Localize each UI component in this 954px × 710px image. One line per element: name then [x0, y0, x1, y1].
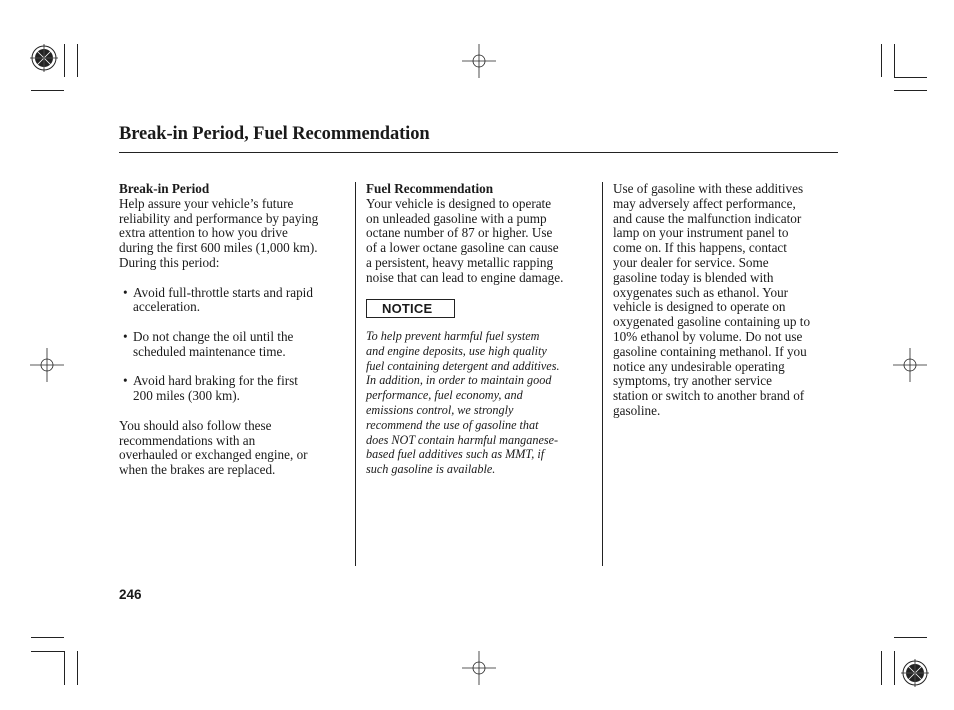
- bullet-icon: •: [123, 328, 128, 344]
- additives-line: come on. If this happens, contact: [613, 240, 787, 256]
- notice-line: emissions control, we strongly: [366, 402, 514, 417]
- bullet-line: 200 miles (300 km).: [133, 388, 240, 404]
- crop-mark: [881, 44, 882, 77]
- break-in-column: [119, 182, 349, 478]
- crop-mark: [77, 651, 78, 685]
- bullet-item: [119, 286, 349, 316]
- fuel-intro-line: octane number of 87 or higher. Use: [366, 225, 553, 241]
- break-in-closing-line: recommendations with an: [119, 432, 256, 448]
- crop-mark: [894, 637, 927, 638]
- crop-mark: [77, 44, 78, 77]
- additives-line: gasoline containing methanol. If you: [613, 343, 807, 359]
- additives-line: 10% ethanol by volume. Do not use: [613, 328, 803, 344]
- additives-line: gasoline today is blended with: [613, 269, 774, 285]
- additives-line: and cause the malfunction indicator: [613, 210, 802, 226]
- break-in-intro-line: reliability and performance by paying: [119, 210, 319, 226]
- crop-mark: [894, 651, 895, 685]
- fuel-heading: Fuel Recommendation: [366, 181, 494, 196]
- additives-line: oxygenates such as ethanol. Your: [613, 284, 789, 300]
- crosshair-mark-icon: [30, 348, 64, 382]
- page-number: 246: [119, 587, 142, 602]
- crop-mark: [64, 44, 65, 77]
- additives-line: your dealer for service. Some: [613, 254, 769, 270]
- crop-mark: [894, 44, 895, 77]
- notice-line: and engine deposits, use high quality: [366, 343, 547, 358]
- crop-mark: [894, 90, 927, 91]
- crop-mark: [881, 651, 882, 685]
- page-title: Break-in Period, Fuel Recommendation: [119, 124, 430, 144]
- notice-line: recommend the use of gasoline that: [366, 417, 539, 432]
- fuel-column: [366, 182, 600, 286]
- notice-line: such gasoline is available.: [366, 462, 496, 477]
- additives-line: Use of gasoline with these additives: [613, 181, 804, 196]
- notice-line: does NOT contain harmful manganese-: [366, 432, 559, 447]
- additives-line: vehicle is designed to operate on: [613, 299, 786, 315]
- break-in-intro-line: Help assure your vehicle’s future: [119, 195, 294, 211]
- bullet-item: [119, 330, 349, 360]
- bullet-line: acceleration.: [133, 299, 200, 315]
- additives-column: [613, 182, 845, 419]
- notice-text: [366, 329, 598, 477]
- bullet-item: [119, 374, 349, 404]
- title-rule: [119, 152, 838, 153]
- notice-badge: NOTICE: [366, 299, 455, 318]
- bullet-line: Avoid hard braking for the first: [133, 373, 298, 389]
- break-in-closing-line: You should also follow these: [119, 417, 272, 433]
- crop-mark: [31, 651, 64, 652]
- registration-rosette-icon: [30, 44, 58, 72]
- notice-line: performance, fuel economy, and: [366, 388, 523, 403]
- fuel-intro-line: a persistent, heavy metallic rapping: [366, 254, 554, 270]
- fuel-intro-line: of a lower octane gasoline can cause: [366, 240, 559, 256]
- registration-rosette-icon: [901, 659, 929, 687]
- crop-mark: [31, 637, 64, 638]
- column-divider: [355, 182, 356, 566]
- crop-mark: [894, 77, 927, 78]
- additives-line: station or switch to another brand of: [613, 388, 805, 404]
- notice-line: based fuel additives such as MMT, if: [366, 447, 545, 462]
- additives-line: notice any undesirable operating: [613, 358, 785, 374]
- column-divider: [602, 182, 603, 566]
- notice-line: To help prevent harmful fuel system: [366, 329, 540, 343]
- break-in-intro-line: during the first 600 miles (1,000 km).: [119, 240, 318, 256]
- crop-mark: [64, 651, 65, 685]
- notice-line: In addition, in order to maintain good: [366, 373, 552, 388]
- additives-line: lamp on your instrument panel to: [613, 225, 789, 241]
- bullet-icon: •: [123, 284, 128, 300]
- bullet-icon: •: [123, 373, 128, 389]
- notice-line: fuel containing detergent and additives.: [366, 358, 560, 373]
- break-in-closing-line: when the brakes are replaced.: [119, 462, 276, 478]
- fuel-intro-line: noise that can lead to engine damage.: [366, 269, 564, 285]
- bullet-line: scheduled maintenance time.: [133, 343, 286, 359]
- additives-line: may adversely affect performance,: [613, 195, 796, 211]
- additives-line: oxygenated gasoline containing up to: [613, 314, 811, 330]
- crosshair-mark-icon: [462, 651, 496, 685]
- crosshair-mark-icon: [462, 44, 496, 78]
- crop-mark: [31, 90, 64, 91]
- break-in-closing-line: overhauled or exchanged engine, or: [119, 447, 308, 463]
- break-in-intro-line: extra attention to how you drive: [119, 225, 288, 241]
- fuel-intro-line: on unleaded gasoline with a pump: [366, 210, 547, 226]
- additives-line: symptoms, try another service: [613, 373, 772, 389]
- bullet-line: Avoid full-throttle starts and rapid: [133, 284, 313, 300]
- bullet-line: Do not change the oil until the: [133, 328, 294, 344]
- break-in-heading: Break-in Period: [119, 181, 210, 196]
- break-in-intro-line: During this period:: [119, 254, 220, 270]
- fuel-intro-line: Your vehicle is designed to operate: [366, 195, 552, 211]
- crosshair-mark-icon: [893, 348, 927, 382]
- additives-line: gasoline.: [613, 402, 661, 418]
